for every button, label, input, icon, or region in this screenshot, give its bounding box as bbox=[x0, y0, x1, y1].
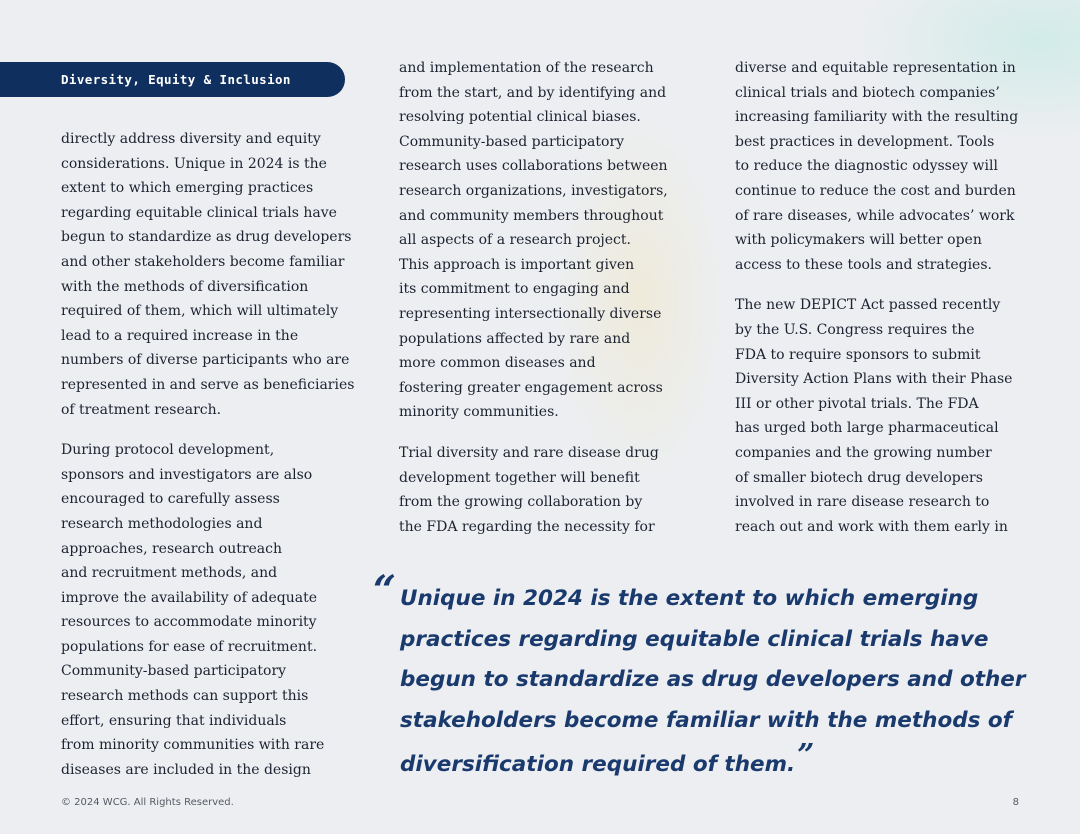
text-line: research organizations, investigators, bbox=[399, 182, 668, 199]
text-line: represented in and serve as beneficiaries bbox=[61, 376, 355, 393]
text-line: development together will benefit bbox=[399, 469, 640, 486]
text-line: Diversity Action Plans with their Phase bbox=[735, 371, 1013, 388]
text-line-wrapper bbox=[400, 737, 1056, 786]
text-line: by the U.S. Congress requires the bbox=[735, 321, 975, 338]
text-line: Trial diversity and rare disease drug bbox=[399, 444, 659, 461]
text-line: access to these tools and strategies. bbox=[735, 256, 992, 273]
text-line: research methods can support this bbox=[61, 688, 309, 705]
text-line: populations affected by rare and bbox=[399, 330, 631, 347]
text-line: has urged both large pharmaceutical bbox=[735, 420, 999, 437]
text-line: numbers of diverse participants who are bbox=[61, 352, 350, 369]
text-line: regarding equitable clinical trials have bbox=[61, 204, 337, 221]
text-line: required of them, which will ultimately bbox=[61, 303, 339, 320]
text-line: effort, ensuring that individuals bbox=[61, 712, 287, 729]
text-line: with the methods of diversification bbox=[61, 278, 309, 295]
paragraph bbox=[399, 56, 679, 425]
text-line: continue to reduce the cost and burden bbox=[735, 182, 1016, 199]
text-column-3 bbox=[735, 56, 1025, 539]
text-line: from the start, and by identifying and bbox=[399, 84, 667, 101]
paragraph bbox=[735, 56, 1025, 277]
text-line: increasing familiarity with the resulting bbox=[735, 109, 1019, 126]
text-line: practices regarding equitable clinical trials have bbox=[400, 626, 989, 652]
text-line: clinical trials and biotech companies’ bbox=[735, 84, 1000, 101]
text-line: extent to which emerging practices bbox=[61, 180, 314, 197]
text-line: diseases are included in the design bbox=[61, 761, 311, 778]
text-line: begun to standardize as drug developers bbox=[61, 229, 352, 246]
text-line: and recruitment methods, and bbox=[61, 565, 278, 582]
close-quote-mark: ” bbox=[797, 737, 815, 773]
text-line: research uses collaborations between bbox=[399, 158, 668, 175]
pull-quote-text bbox=[376, 579, 1056, 786]
text-line: all aspects of a research project. bbox=[399, 232, 631, 249]
text-line: approaches, research outreach bbox=[61, 540, 283, 557]
text-line: to reduce the diagnostic odyssey will bbox=[735, 158, 998, 175]
text-line: and implementation of the research bbox=[399, 60, 654, 76]
text-line: the FDA regarding the necessity for bbox=[399, 518, 655, 535]
pull-quote bbox=[373, 567, 1056, 786]
text-line: Community-based participatory bbox=[399, 133, 625, 150]
paragraph bbox=[61, 127, 355, 422]
text-line: This approach is important given bbox=[399, 256, 635, 273]
text-line: directly address diversity and equity bbox=[61, 131, 321, 147]
paragraph bbox=[399, 441, 679, 539]
text-line: best practices in development. Tools bbox=[735, 133, 995, 150]
text-line: more common diseases and bbox=[399, 355, 596, 372]
text-line: reach out and work with them early in bbox=[735, 518, 1008, 535]
text-line: from minority communities with rare bbox=[61, 737, 325, 754]
text-line: FDA to require sponsors to submit bbox=[735, 346, 981, 363]
text-line: encouraged to carefully assess bbox=[61, 491, 280, 508]
text-line: diversification required of them. bbox=[400, 751, 796, 777]
open-quote-mark: “ bbox=[373, 567, 397, 614]
text-line: of rare diseases, while advocates’ work bbox=[735, 207, 1015, 224]
text-line: begun to standardize as drug developers and other bbox=[400, 667, 1026, 693]
paragraph bbox=[735, 293, 1025, 539]
text-line: Community-based participatory bbox=[61, 663, 287, 680]
text-line: companies and the growing number bbox=[735, 444, 992, 461]
text-line: populations for ease of recruitment. bbox=[61, 638, 318, 655]
page-number: 8 bbox=[1012, 797, 1019, 808]
text-line: of treatment research. bbox=[61, 401, 222, 418]
text-line: During protocol development, bbox=[61, 442, 275, 459]
text-line: stakeholders become familiar with the methods of bbox=[400, 708, 1013, 734]
text-line: Unique in 2024 is the extent to which emerging bbox=[400, 586, 979, 611]
copyright-text: © 2024 WCG. All Rights Reserved. bbox=[61, 797, 234, 808]
text-line: research methodologies and bbox=[61, 515, 263, 532]
section-banner bbox=[0, 62, 345, 97]
text-line: and community members throughout bbox=[399, 207, 664, 224]
text-line: with policymakers will better open bbox=[735, 232, 982, 249]
text-column-2 bbox=[399, 56, 679, 539]
text-line: of smaller biotech drug developers bbox=[735, 469, 983, 486]
text-line: diverse and equitable representation in bbox=[735, 60, 1016, 76]
paragraph bbox=[61, 438, 351, 782]
text-line: sponsors and investigators are also bbox=[61, 466, 313, 483]
text-line: resolving potential clinical biases. bbox=[399, 109, 641, 126]
text-line: resources to accommodate minority bbox=[61, 614, 317, 631]
text-line: lead to a required increase in the bbox=[61, 327, 299, 344]
text-line: The new DEPICT Act passed recently bbox=[735, 297, 1001, 314]
text-line: considerations. Unique in 2024 is the bbox=[61, 155, 327, 172]
text-line: representing intersectionally diverse bbox=[399, 305, 662, 322]
text-line: III or other pivotal trials. The FDA bbox=[735, 395, 979, 412]
text-line: and other stakeholders become familiar bbox=[61, 253, 345, 270]
text-line: its commitment to engaging and bbox=[399, 281, 630, 298]
text-line: involved in rare disease research to bbox=[735, 494, 990, 511]
text-line: minority communities. bbox=[399, 404, 559, 421]
text-line: from the growing collaboration by bbox=[399, 494, 643, 511]
text-line: fostering greater engagement across bbox=[399, 379, 663, 396]
text-column-1 bbox=[61, 127, 355, 782]
section-label: Diversity, Equity & Inclusion bbox=[61, 72, 291, 87]
text-line: improve the availability of adequate bbox=[61, 589, 318, 606]
